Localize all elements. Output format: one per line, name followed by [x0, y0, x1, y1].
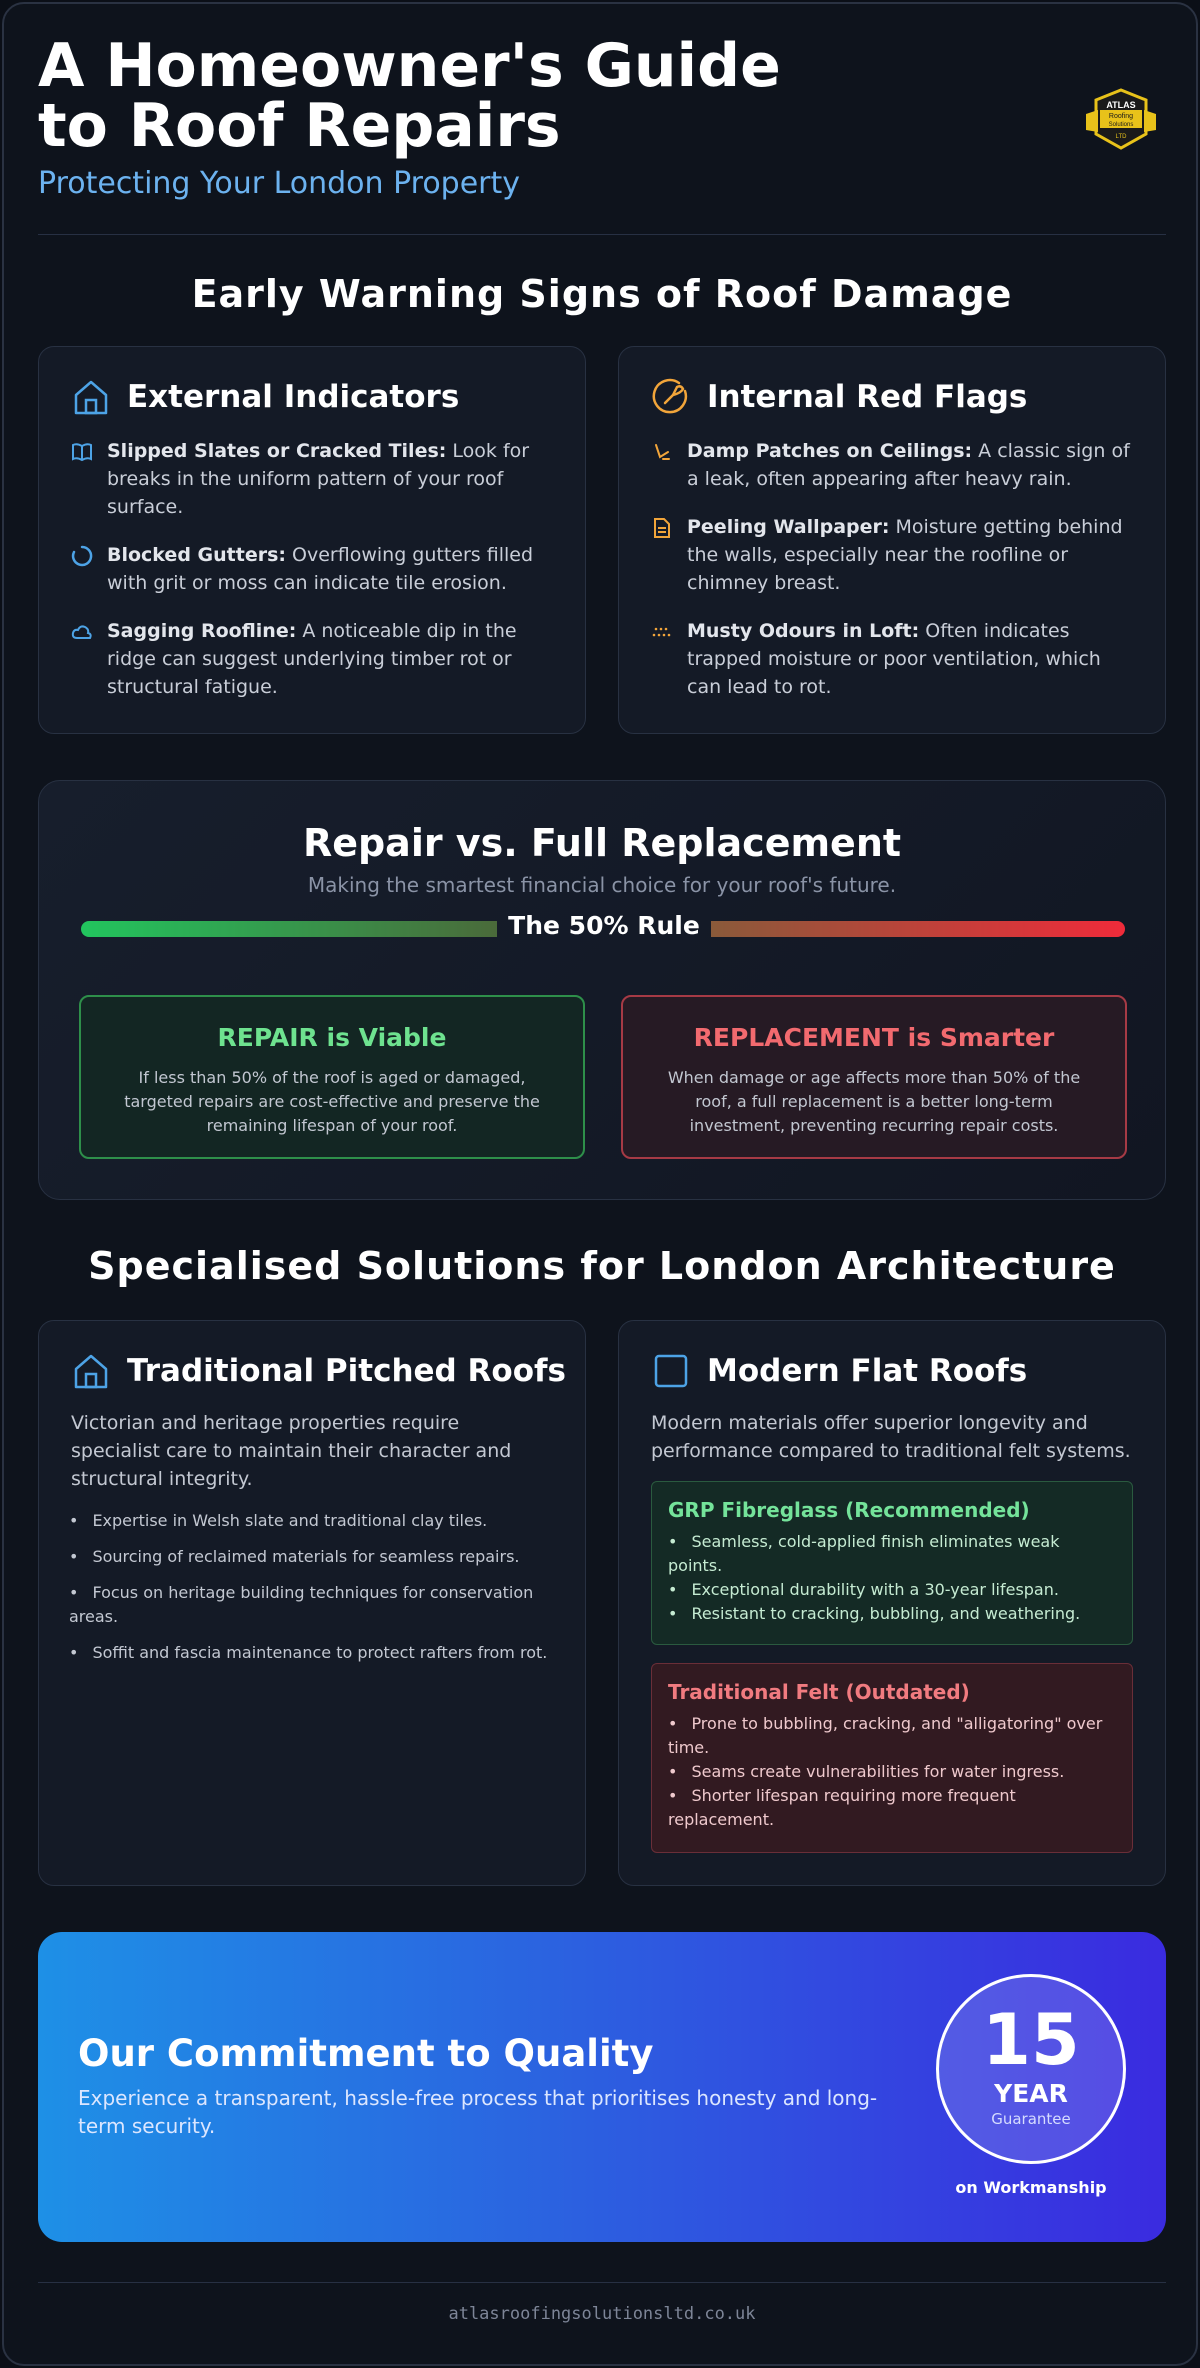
sign-label: Peeling Wallpaper:	[687, 516, 890, 538]
panel-title: Repair vs. Full Replacement	[302, 821, 902, 865]
commitment-title: Our Commitment to Quality	[78, 2032, 654, 2075]
svg-text:LTD: LTD	[1115, 134, 1127, 140]
sign-text: A classic sign of a leak, often appearing after heavy rain.	[687, 440, 1130, 490]
document-icon	[651, 517, 673, 539]
card-header	[651, 1351, 1027, 1391]
replacement-gradient-bar	[711, 921, 1125, 937]
list-item: • Sourcing of reclaimed materials for seamless repairs.	[69, 1545, 569, 1569]
guarantee-footer: on Workmanship	[955, 2178, 1107, 2197]
guarantee-years: 15	[982, 1999, 1080, 2081]
list-item: • Expertise in Welsh slate and traditional clay tiles.	[69, 1509, 569, 1533]
external-indicators-card	[38, 346, 586, 734]
broken-circle-icon	[651, 377, 691, 417]
list-item: • Seamless, cold-applied finish eliminates weak points.	[668, 1530, 1116, 1578]
sign-label: Blocked Gutters:	[107, 544, 286, 566]
card-heading: External Indicators	[127, 379, 460, 415]
list-item: • Resistant to cracking, bubbling, and weathering.	[668, 1602, 1116, 1626]
guarantee-unit: YEAR	[994, 2079, 1068, 2108]
card-heading: Modern Flat Roofs	[707, 1353, 1028, 1389]
card-intro: Modern materials offer superior longevity and performance compared to traditional felt systems.	[651, 1412, 1131, 1462]
sign-item	[71, 437, 551, 521]
replacement-title: REPLACEMENT is Smarter	[693, 1023, 1055, 1052]
list-item: • Soffit and fascia maintenance to protect rafters from rot.	[69, 1641, 569, 1665]
pitched-bullet-list	[69, 1509, 569, 1677]
card-intro: Victorian and heritage properties require specialist care to maintain their character and structural integrity.	[71, 1412, 512, 1490]
flat-roofs-card	[618, 1320, 1166, 1886]
cloud-icon	[71, 621, 93, 643]
pitched-roofs-card	[38, 1320, 586, 1886]
panel-subtitle: Making the smartest financial choice for your roof's future.	[307, 873, 897, 897]
sign-text: A noticeable dip in the ridge can suggest underlying timber rot or structural fatigue.	[107, 620, 517, 698]
card-header	[651, 377, 1027, 417]
book-icon	[71, 441, 93, 463]
card-header	[71, 1351, 566, 1391]
card-heading: Internal Red Flags	[707, 379, 1028, 415]
grp-title: GRP Fibreglass (Recommended)	[668, 1498, 1030, 1522]
sign-item	[651, 617, 1131, 701]
sign-item	[71, 617, 551, 701]
svg-text:ATLAS: ATLAS	[1106, 100, 1136, 110]
sign-text: Often indicates trapped moisture or poor ventilation, which can lead to rot.	[687, 620, 1101, 698]
list-item: • Focus on heritage building techniques for conservation areas.	[69, 1581, 569, 1629]
repair-text: If less than 50% of the roof is aged or damaged, targeted repairs are cost-effective and preserve the remaining lifespan of your roof.	[124, 1068, 540, 1135]
footer-website[interactable]: atlasroofingsolutionsltd.co.uk	[448, 2304, 756, 2324]
list-item: • Exceptional durability with a 30-year lifespan.	[668, 1578, 1116, 1602]
repair-option-card	[79, 995, 585, 1159]
list-item: • Seams create vulnerabilities for water ingress.	[668, 1760, 1116, 1784]
sign-item	[651, 513, 1131, 597]
sign-text: Moisture getting behind the walls, especially near the roofline or chimney breast.	[687, 516, 1123, 594]
sign-text: Overflowing gutters filled with grit or moss can indicate tile erosion.	[107, 544, 534, 594]
title-line-2: to Roof Repairs	[38, 91, 561, 161]
sign-text: Look for breaks in the uniform pattern of your roof surface.	[107, 440, 530, 518]
sign-label: Slipped Slates or Cracked Tiles:	[107, 440, 447, 462]
repair-vs-replacement-panel	[38, 780, 1166, 1200]
card-heading: Traditional Pitched Roofs	[127, 1353, 566, 1389]
fifty-percent-rule-label: The 50% Rule	[508, 911, 700, 940]
felt-bullet-list	[668, 1712, 1116, 1832]
card-header	[71, 377, 459, 417]
dots-icon	[651, 621, 673, 643]
grp-bullet-list	[668, 1530, 1116, 1626]
drip-icon	[651, 441, 673, 463]
commitment-banner	[38, 1932, 1166, 2242]
sign-item	[71, 541, 551, 597]
solutions-section-title: Specialised Solutions for London Architecture	[88, 1244, 1116, 1288]
guarantee-badge	[936, 1974, 1126, 2164]
company-logo	[1084, 88, 1158, 152]
svg-text:Solutions: Solutions	[1108, 122, 1134, 128]
grp-fibreglass-box	[651, 1481, 1133, 1645]
guarantee-label: Guarantee	[991, 2110, 1071, 2128]
warning-section-title: Early Warning Signs of Roof Damage	[191, 272, 1013, 316]
replacement-option-card	[621, 995, 1127, 1159]
divider	[38, 234, 1166, 235]
list-item: • Prone to bubbling, cracking, and "alligatoring" over time.	[668, 1712, 1116, 1760]
svg-text:Roofing: Roofing	[1108, 113, 1134, 120]
repair-title: REPAIR is Viable	[217, 1023, 447, 1052]
sign-item	[651, 437, 1131, 493]
internal-red-flags-card	[618, 346, 1166, 734]
square-icon	[651, 1351, 691, 1391]
header	[38, 31, 1166, 236]
house-icon	[71, 1351, 111, 1391]
sign-label: Damp Patches on Ceilings:	[687, 440, 973, 462]
commitment-text: Experience a transparent, hassle-free process that prioritises honesty and long-term security.	[78, 2086, 878, 2138]
title-line-1: A Homeowner's Guide	[38, 31, 781, 101]
replacement-text: When damage or age affects more than 50% of the roof, a full replacement is a better long-term investment, preventing recurring repair costs.	[667, 1068, 1081, 1135]
divider	[38, 2282, 1166, 2283]
page-title	[38, 31, 798, 161]
page	[2, 2, 1198, 2366]
page-subtitle: Protecting Your London Property	[38, 166, 521, 201]
traditional-felt-box	[651, 1663, 1133, 1853]
list-item: • Shorter lifespan requiring more frequent replacement.	[668, 1784, 1116, 1832]
sign-label: Musty Odours in Loft:	[687, 620, 920, 642]
felt-title: Traditional Felt (Outdated)	[668, 1680, 970, 1704]
loading-ring-icon	[71, 545, 93, 567]
house-icon	[71, 377, 111, 417]
repair-gradient-bar	[81, 921, 497, 937]
sign-label: Sagging Roofline:	[107, 620, 297, 642]
